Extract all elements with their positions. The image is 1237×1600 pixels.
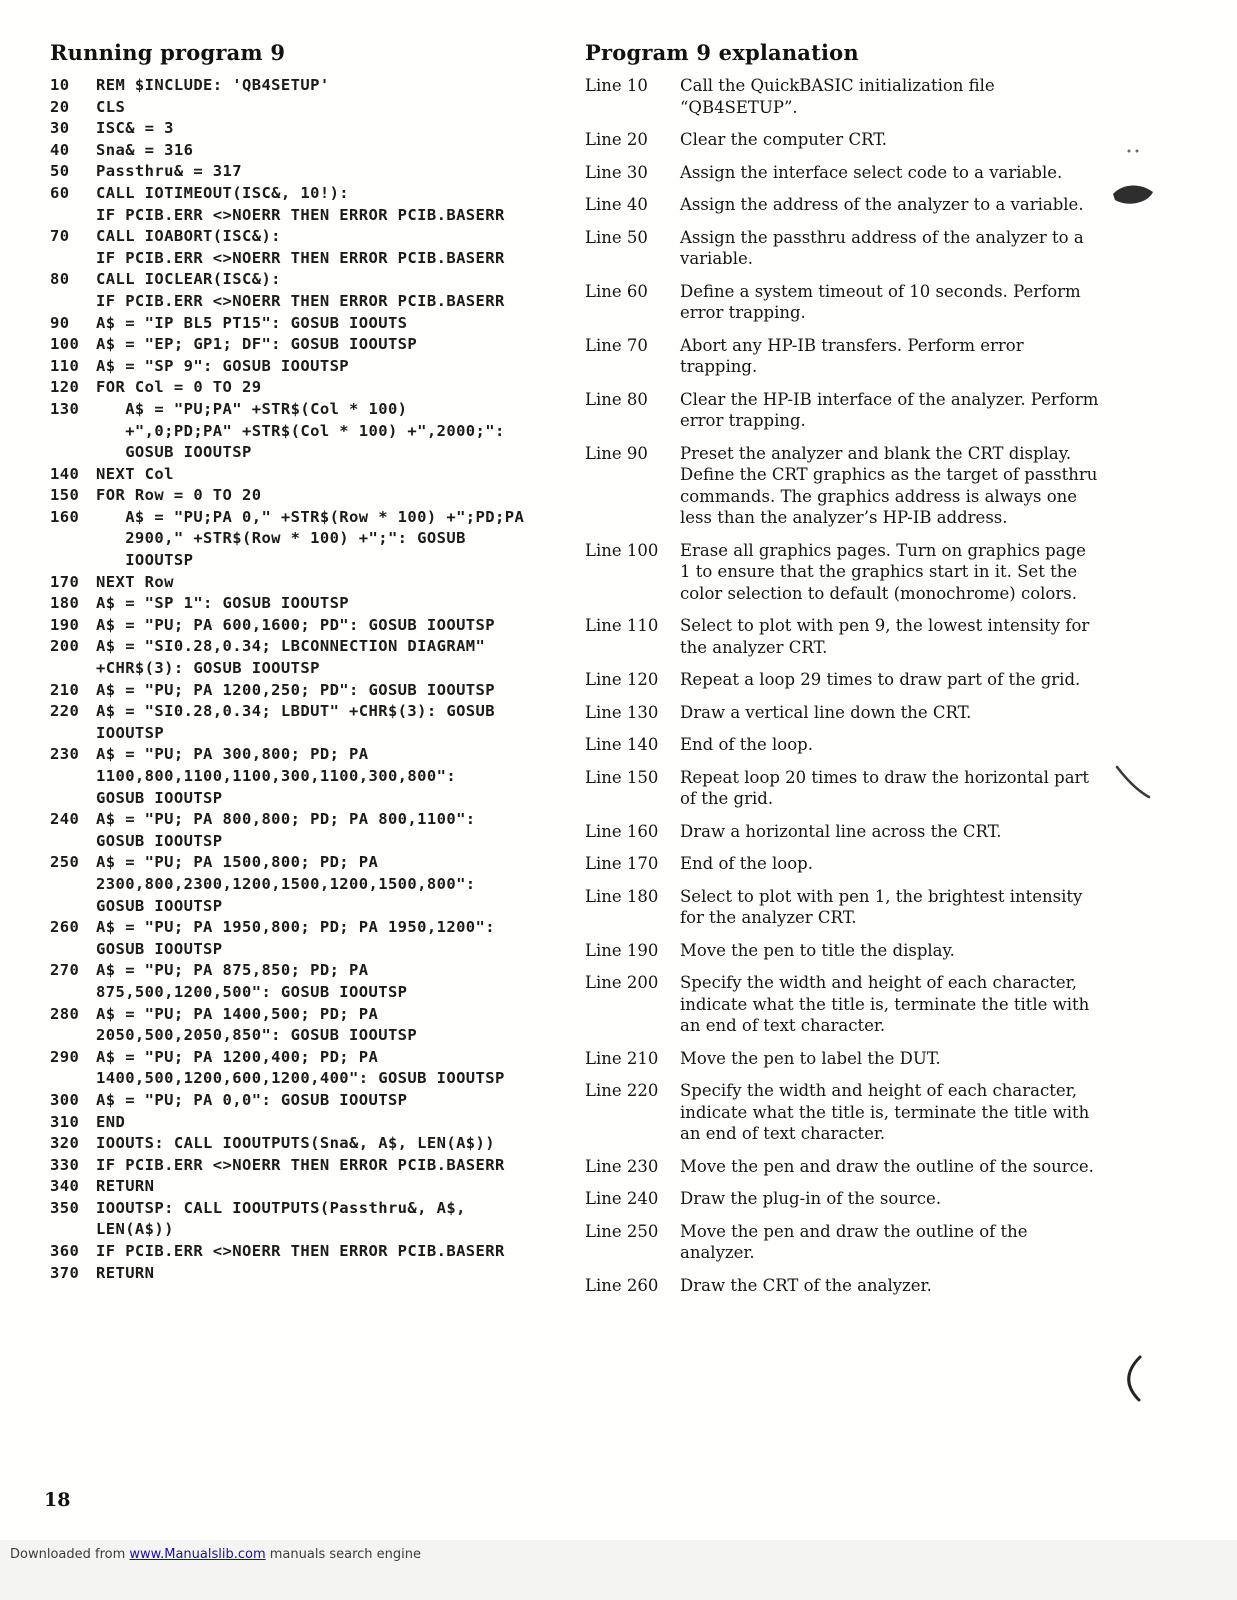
- explanation-line-label: Line 140: [585, 735, 659, 754]
- code-line-number: 330: [50, 1155, 80, 1174]
- code-line: [50, 788, 582, 810]
- code-line-text: CALL IOCLEAR(ISC&):: [96, 270, 281, 289]
- explanation-line-label: Line 240: [585, 1189, 659, 1208]
- explanation-entry: [585, 767, 1101, 810]
- code-line: [50, 1004, 582, 1026]
- explanation-entry: [585, 1188, 1101, 1210]
- code-line: [50, 507, 582, 529]
- code-line-text: A$ = "PU; PA 0,0": GOSUB IOOUTSP: [96, 1090, 408, 1109]
- explanation-text: Clear the computer CRT.: [680, 130, 888, 149]
- code-line: [50, 1090, 582, 1112]
- explanation-entry: [585, 853, 1101, 875]
- code-line: [50, 766, 582, 788]
- code-line: [50, 442, 582, 464]
- code-line-number: 100: [50, 335, 80, 354]
- explanation-line-label: Line 60: [585, 281, 648, 301]
- explanation-entry: [585, 1275, 1101, 1297]
- code-line-text: CALL IOABORT(ISC&):: [96, 227, 281, 246]
- explanation-line-label: Line 190: [585, 940, 659, 960]
- code-line-number: [50, 291, 96, 313]
- code-line-number: 50: [50, 162, 70, 181]
- code-line-number: 70: [50, 227, 70, 246]
- scan-dot-artifact: [1128, 150, 1131, 153]
- scan-blob-artifact: [1113, 185, 1153, 203]
- code-line-number: 170: [50, 572, 80, 591]
- explanation-entry: [585, 972, 1101, 1037]
- code-line-text: NEXT Col: [96, 464, 174, 483]
- explanation-entry: [585, 940, 1101, 962]
- code-line-number: 270: [50, 961, 80, 980]
- code-line: [50, 572, 582, 594]
- code-line: [50, 205, 582, 227]
- code-line-number: 240: [50, 810, 80, 829]
- footer-text-suffix: manuals search engine: [265, 1547, 422, 1562]
- code-line-text: END: [96, 1112, 126, 1131]
- code-line-text: IF PCIB.ERR <>NOERR THEN ERROR PCIB.BASERR: [96, 205, 505, 224]
- explanation-entry: [585, 1221, 1101, 1264]
- scan-curve-artifact: [1129, 1357, 1140, 1400]
- code-line-text: A$ = "SP 1": GOSUB IOOUTSP: [96, 594, 350, 613]
- code-line-text: NEXT Row: [96, 572, 174, 591]
- explanation-line-label: Line 150: [585, 767, 659, 787]
- explanation-text: Assign the interface select code to a variable.: [680, 162, 1063, 182]
- code-line-number: 30: [50, 119, 70, 138]
- code-line-text: GOSUB IOOUTSP: [96, 443, 252, 462]
- explanation-line-label: Line 130: [585, 702, 659, 722]
- code-line-text: A$ = "SI0.28,0.34; LBDUT" +CHR$(3): GOSUB: [96, 702, 496, 721]
- explanation-entry: [585, 821, 1101, 843]
- explanation-entry: [585, 129, 1101, 151]
- code-line-text: A$ = "PU; PA 1200,400; PD; PA: [96, 1047, 379, 1066]
- footer-link[interactable]: www.Manualslib.com: [129, 1547, 266, 1562]
- explanation-line-label: Line 80: [585, 389, 648, 409]
- code-line-number: [50, 248, 96, 270]
- code-line: [50, 1219, 582, 1241]
- code-line-number: [50, 896, 96, 918]
- explanation-text: Repeat loop 20 times to draw the horizontal part of the grid.: [680, 767, 1090, 808]
- code-line-text: CLS: [96, 97, 126, 116]
- code-line-number: 220: [50, 702, 80, 721]
- code-line-text: IF PCIB.ERR <>NOERR THEN ERROR PCIB.BASERR: [96, 1242, 505, 1261]
- explanation-entry: [585, 162, 1101, 184]
- code-line-text: 2300,800,2300,1200,1500,1200,1500,800":: [96, 874, 476, 893]
- explanation-entry: [585, 389, 1101, 432]
- code-line-number: 260: [50, 918, 80, 937]
- explanation-line-label: Line 210: [585, 1048, 659, 1068]
- code-line: [50, 982, 582, 1004]
- code-line-number: 160: [50, 507, 80, 526]
- code-line: [50, 852, 582, 874]
- explanation-line-label: Line 230: [585, 1156, 659, 1176]
- code-line: [50, 291, 582, 313]
- code-listing: [50, 75, 582, 1284]
- code-line-number: 130: [50, 399, 80, 418]
- code-line: [50, 1176, 582, 1198]
- code-line-number: 190: [50, 615, 80, 634]
- footer-text-prefix: Downloaded from: [10, 1547, 130, 1562]
- code-line-text: A$ = "PU; PA 300,800; PD; PA: [96, 745, 369, 764]
- code-line-text: A$ = "PU; PA 600,1600; PD": GOSUB IOOUTSP: [96, 615, 496, 634]
- code-line: [50, 334, 582, 356]
- code-line: [50, 1241, 582, 1263]
- explanation-text: Move the pen and draw the outline of the source.: [680, 1156, 1094, 1176]
- explanation-text: Abort any HP-IB transfers. Perform error trapping.: [680, 335, 1024, 376]
- code-line: [50, 701, 582, 723]
- right-column-title: Program 9 explanation: [585, 40, 859, 65]
- code-line-number: 80: [50, 270, 70, 289]
- code-line-number: [50, 1068, 96, 1090]
- code-line-number: 250: [50, 853, 80, 872]
- code-line: [50, 269, 582, 291]
- explanation-text: Erase all graphics pages. Turn on graphics page 1 to ensure that the graphics start in it. Set the color selection to default (monochrome) colors.: [680, 540, 1086, 603]
- code-line-text: Passthru& = 317: [96, 162, 242, 181]
- code-line: [50, 593, 582, 615]
- code-line-text: IOOUTSP: [96, 551, 194, 570]
- code-line: [50, 75, 582, 97]
- code-line-text: LEN(A$)): [96, 1220, 174, 1239]
- explanation-line-label: Line 10: [585, 76, 648, 95]
- footer: [10, 1547, 421, 1562]
- explanation-text: Specify the width and height of each character, indicate what the title is, terminate the title with an end of text character.: [680, 1081, 1090, 1143]
- explanation-entry: [585, 734, 1101, 756]
- code-line-number: [50, 1025, 96, 1047]
- code-line-number: [50, 442, 96, 464]
- code-line-text: GOSUB IOOUTSP: [96, 788, 223, 807]
- code-line-number: 20: [50, 97, 70, 116]
- explanation-entry: [585, 702, 1101, 724]
- code-column: [50, 40, 582, 1284]
- code-line-text: IF PCIB.ERR <>NOERR THEN ERROR PCIB.BASERR: [96, 1155, 505, 1174]
- explanation-entry: [585, 540, 1101, 605]
- code-line-number: 90: [50, 313, 70, 332]
- explanation-entry: [585, 281, 1101, 324]
- page-number: 18: [44, 1489, 71, 1511]
- code-line-number: 180: [50, 594, 80, 613]
- code-line-text: GOSUB IOOUTSP: [96, 831, 223, 850]
- code-line: [50, 1133, 582, 1155]
- explanation-list: [585, 75, 1101, 1296]
- code-line: [50, 248, 582, 270]
- code-line-text: 1100,800,1100,1100,300,1100,300,800":: [96, 767, 457, 785]
- code-line-text: 2900," +STR$(Row * 100) +";": GOSUB: [96, 529, 466, 548]
- explanation-line-label: Line 120: [585, 670, 659, 689]
- explanation-line-label: Line 50: [585, 227, 648, 247]
- explanation-line-label: Line 200: [585, 973, 659, 992]
- code-line-number: 150: [50, 486, 80, 505]
- code-line-number: 110: [50, 356, 80, 375]
- code-line-text: A$ = "IP BL5 PT15": GOSUB IOOUTS: [96, 313, 408, 332]
- code-line-text: IF PCIB.ERR <>NOERR THEN ERROR PCIB.BASERR: [96, 291, 505, 310]
- explanation-line-label: Line 110: [585, 616, 659, 635]
- explanation-text: Clear the HP-IB interface of the analyzer. Perform error trapping.: [680, 389, 1099, 430]
- code-line-text: A$ = "EP; GP1; DF": GOSUB IOOUTSP: [96, 335, 418, 354]
- code-line: [50, 399, 582, 421]
- explanation-text: Select to plot with pen 1, the brightest intensity for the analyzer CRT.: [680, 886, 1083, 927]
- explanation-entry: [585, 335, 1101, 378]
- code-line-text: +",0;PD;PA" +STR$(Col * 100) +",2000;":: [96, 421, 505, 440]
- code-line-text: 2050,500,2050,850": GOSUB IOOUTSP: [96, 1026, 418, 1045]
- explanation-line-label: Line 90: [585, 443, 648, 463]
- code-line-text: IOOUTSP: CALL IOOUTPUTS(Passthru&, A$,: [96, 1198, 466, 1217]
- explanation-line-label: Line 70: [585, 335, 648, 355]
- explanation-entry: [585, 1080, 1101, 1145]
- explanation-text: Repeat a loop 29 times to draw part of the grid.: [680, 670, 1081, 689]
- code-line-text: GOSUB IOOUTSP: [96, 896, 223, 915]
- code-line-text: 875,500,1200,500": GOSUB IOOUTSP: [96, 982, 408, 1001]
- code-line-number: 320: [50, 1134, 80, 1153]
- scan-dot-artifact: [1136, 150, 1139, 153]
- code-line: [50, 550, 582, 572]
- explanation-text: Move the pen and draw the outline of the analyzer.: [680, 1221, 1028, 1262]
- explanation-entry: [585, 194, 1101, 216]
- code-line: [50, 723, 582, 745]
- code-line: [50, 1155, 582, 1177]
- explanation-text: Draw a vertical line down the CRT.: [680, 702, 972, 722]
- code-line-number: 370: [50, 1263, 80, 1282]
- explanation-entry: [585, 443, 1101, 529]
- code-line-number: [50, 982, 96, 1004]
- explanation-text: Assign the address of the analyzer to a variable.: [680, 195, 1084, 214]
- code-line: [50, 960, 582, 982]
- code-line-number: 10: [50, 76, 70, 94]
- explanation-text: Draw the plug-in of the source.: [680, 1189, 942, 1208]
- code-line-number: [50, 528, 96, 550]
- code-line: [50, 615, 582, 637]
- code-line: [50, 356, 582, 378]
- explanation-text: Move the pen to title the display.: [680, 940, 955, 960]
- code-line-number: [50, 550, 96, 572]
- code-line-number: [50, 939, 96, 961]
- code-line-number: 300: [50, 1090, 80, 1109]
- code-line: [50, 1112, 582, 1134]
- explanation-text: Draw the CRT of the analyzer.: [680, 1275, 932, 1295]
- code-line-text: A$ = "PU;PA" +STR$(Col * 100): [96, 399, 408, 418]
- explanation-text: Specify the width and height of each character, indicate what the title is, terminate the title with an end of text character.: [680, 973, 1090, 1035]
- code-line-text: +CHR$(3): GOSUB IOOUTSP: [96, 659, 320, 678]
- code-line: [50, 1068, 582, 1090]
- code-line-number: 340: [50, 1177, 80, 1196]
- code-line-text: FOR Row = 0 TO 20: [96, 486, 262, 505]
- code-line-number: [50, 723, 96, 745]
- code-line: [50, 658, 582, 680]
- code-line-text: A$ = "SI0.28,0.34; LBCONNECTION DIAGRAM": [96, 637, 486, 656]
- code-line-text: FOR Col = 0 TO 29: [96, 378, 262, 397]
- code-line: [50, 140, 582, 162]
- explanation-text: Select to plot with pen 9, the lowest intensity for the analyzer CRT.: [680, 616, 1090, 657]
- code-line-number: 120: [50, 378, 80, 397]
- explanation-entry: [585, 227, 1101, 270]
- explanation-line-label: Line 20: [585, 130, 648, 149]
- explanation-text: Call the QuickBASIC initialization file “QB4SETUP”.: [680, 76, 995, 117]
- explanation-line-label: Line 170: [585, 854, 659, 873]
- code-line: [50, 97, 582, 119]
- code-line-number: [50, 788, 96, 810]
- explanation-text: End of the loop.: [680, 854, 813, 873]
- explanation-line-label: Line 250: [585, 1221, 659, 1241]
- code-line: [50, 421, 582, 443]
- scan-curve-artifact: [1117, 767, 1149, 797]
- explanation-entry: [585, 615, 1101, 658]
- code-line: [50, 636, 582, 658]
- explanation-line-label: Line 180: [585, 886, 659, 906]
- code-line-text: CALL IOTIMEOUT(ISC&, 10!):: [96, 183, 350, 202]
- code-line-number: 360: [50, 1242, 80, 1261]
- explanation-entry: [585, 1048, 1101, 1070]
- explanation-entry: [585, 886, 1101, 929]
- code-line-number: [50, 1219, 96, 1241]
- code-line-text: Sna& = 316: [96, 140, 194, 159]
- code-line-text: RETURN: [96, 1177, 155, 1196]
- code-line-number: [50, 205, 96, 227]
- code-line-number: 230: [50, 745, 80, 764]
- code-line: [50, 1025, 582, 1047]
- code-line-number: [50, 421, 96, 443]
- explanation-entry: [585, 1156, 1101, 1178]
- code-line-text: A$ = "PU; PA 875,850; PD; PA: [96, 961, 369, 980]
- code-line-number: [50, 874, 96, 896]
- explanation-line-label: Line 100: [585, 540, 659, 560]
- code-line-text: A$ = "PU; PA 1200,250; PD": GOSUB IOOUTSP: [96, 680, 496, 699]
- code-line: [50, 313, 582, 335]
- code-line-number: [50, 831, 96, 853]
- code-line-number: 280: [50, 1004, 80, 1023]
- code-line: [50, 161, 582, 183]
- code-line-text: A$ = "PU; PA 800,800; PD; PA 800,1100":: [96, 810, 476, 829]
- left-column-title: Running program 9: [50, 40, 286, 65]
- explanation-line-label: Line 160: [585, 821, 659, 841]
- explanation-line-label: Line 220: [585, 1081, 659, 1100]
- code-line: [50, 226, 582, 248]
- explanation-entry: [585, 669, 1101, 691]
- explanation-text: Assign the passthru address of the analyzer to a variable.: [680, 227, 1084, 268]
- code-line-number: 200: [50, 637, 80, 656]
- explanation-entry: [585, 75, 1101, 118]
- explanation-column: [585, 40, 1101, 1307]
- code-line-text: REM $INCLUDE: 'QB4SETUP': [96, 76, 330, 94]
- code-line: [50, 183, 582, 205]
- explanation-line-label: Line 260: [585, 1275, 659, 1295]
- code-line: [50, 831, 582, 853]
- code-line-number: 350: [50, 1198, 80, 1217]
- code-line: [50, 377, 582, 399]
- code-line: [50, 917, 582, 939]
- code-line-number: 290: [50, 1047, 80, 1066]
- code-line-text: A$ = "PU; PA 1950,800; PD; PA 1950,1200":: [96, 918, 496, 937]
- code-line-text: RETURN: [96, 1263, 155, 1282]
- code-line-text: A$ = "PU;PA 0," +STR$(Row * 100) +";PD;PA: [96, 507, 525, 526]
- code-line: [50, 1047, 582, 1069]
- explanation-text: End of the loop.: [680, 735, 813, 754]
- code-line: [50, 680, 582, 702]
- code-line: [50, 809, 582, 831]
- code-line-number: 60: [50, 183, 70, 202]
- code-line: [50, 896, 582, 918]
- code-line-text: A$ = "SP 9": GOSUB IOOUTSP: [96, 356, 350, 375]
- code-line-text: A$ = "PU; PA 1500,800; PD; PA: [96, 853, 379, 872]
- code-line-number: [50, 658, 96, 680]
- code-line: [50, 1198, 582, 1220]
- code-line-number: 140: [50, 464, 80, 483]
- code-line-text: GOSUB IOOUTSP: [96, 939, 223, 958]
- code-line-text: A$ = "PU; PA 1400,500; PD; PA: [96, 1004, 379, 1023]
- code-line-text: 1400,500,1200,600,1200,400": GOSUB IOOUTSP: [96, 1069, 505, 1088]
- code-line-number: 40: [50, 140, 70, 159]
- code-line-number: [50, 766, 96, 788]
- code-line: [50, 528, 582, 550]
- code-line-number: 210: [50, 680, 80, 699]
- code-line-text: IF PCIB.ERR <>NOERR THEN ERROR PCIB.BASERR: [96, 248, 505, 267]
- explanation-line-label: Line 30: [585, 162, 648, 182]
- explanation-text: Move the pen to label the DUT.: [680, 1048, 941, 1068]
- explanation-text: Draw a horizontal line across the CRT.: [680, 821, 1002, 841]
- code-line-number: 310: [50, 1112, 80, 1131]
- explanation-line-label: Line 40: [585, 195, 648, 214]
- code-line: [50, 118, 582, 140]
- code-line: [50, 485, 582, 507]
- code-line: [50, 464, 582, 486]
- code-line: [50, 939, 582, 961]
- code-line-text: IOOUTSP: [96, 723, 165, 742]
- explanation-text: Preset the analyzer and blank the CRT display. Define the CRT graphics as the target of passthru commands. The graphics address is always one less than the analyzer’s HP-IB address.: [680, 443, 1098, 527]
- code-line-text: ISC& = 3: [96, 119, 174, 138]
- code-line: [50, 1263, 582, 1285]
- explanation-text: Define a system timeout of 10 seconds. Perform error trapping.: [680, 281, 1081, 322]
- code-line: [50, 744, 582, 766]
- code-line: [50, 874, 582, 896]
- code-line-text: IOOUTS: CALL IOOUTPUTS(Sna&, A$, LEN(A$)): [96, 1134, 496, 1153]
